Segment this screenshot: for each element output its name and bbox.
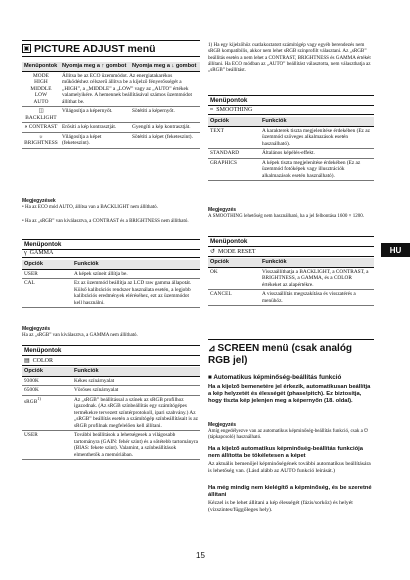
- table-row: [22, 431, 200, 460]
- mode-option: AUTO: [33, 98, 49, 105]
- page-number: 15: [196, 551, 205, 560]
- row-up: Világosítja a képet (feketeszint).: [60, 132, 130, 148]
- mode-option: MIDDLE: [30, 85, 52, 92]
- color-menu-header: Menüpontok: [22, 345, 200, 356]
- col-funkcio: Funkciók: [72, 367, 200, 376]
- row-func: Kékes színárnyalat: [72, 376, 200, 386]
- row-opt: 6500K: [22, 386, 72, 396]
- row-opt: 9300K: [22, 376, 72, 386]
- color-table: [22, 367, 200, 460]
- row-opt: STANDARD: [208, 149, 260, 159]
- note1-item: • Ha az „sRGB” van kiválasztva, a CONTRAST és a BRIGHTNESS nem állítható.: [22, 219, 189, 224]
- row-func: Vöröses színárnyalat: [72, 386, 200, 396]
- table-row: [22, 376, 200, 386]
- brightness-icon: ☼: [38, 133, 44, 140]
- row-func: A képek tiszta megjelenítése érdekében (Ez az üzemmód fotóképek vagy illusztrációk alkalmazások esetén használható).: [260, 158, 374, 181]
- row-opt: USER: [22, 431, 72, 460]
- gamma-menu-name: γ GAMMA: [22, 249, 200, 258]
- smoothing-menu-name: ≈ SMOOTHING: [208, 106, 374, 115]
- col-menupont: Menüpontok: [22, 62, 60, 71]
- srgb-footnote: 1) Ha egy kijelzőhöz csatlakoztatott számítógép vagy egyéb berendezés nem sRGB kompatibilis, akkor nem lehet sRGB színprofilt választani. Az „sRGB” beállítás esetén a nem lehet a CONTRAST, BRIGHTNESS és GAMMA értékét állítani. Ha ECO módban az „AUTO” beállítást választotta, nem választhatja az „sRGB” beállítást.: [208, 42, 371, 74]
- auto2-title: Ha a kijelző automatikus képminőség-beállítás funkciója nem állította be tökéletesen a képet: [208, 446, 363, 460]
- row-func: Általános képélés-effekt.: [260, 149, 374, 159]
- picture-adjust-table: [22, 62, 200, 149]
- table-row: [22, 71, 200, 107]
- picture-adjust-title: PICTURE ADJUST menü: [34, 42, 156, 55]
- reset-menu-header: Menüpontok: [208, 236, 374, 247]
- square-bullet-icon: ■: [208, 374, 212, 381]
- row-func: Az „sRGB” beállítással a színek az sRGB profilhoz igazodnak. (Az sRGB színbeállítás egy számítógépes termékekre tervezett színtérprotokoll, ipari szabvány.) Az „sRGB” beállítás esetén a számítógép színbeállításait is az sRGB profilnak megfelelően kell állítani.: [74, 396, 198, 429]
- row-down: Gyengíti a kép kontrasztját.: [130, 123, 200, 133]
- table-row: [208, 290, 374, 306]
- picture-adjust-icon: ▣: [23, 45, 30, 52]
- row-func: A karakterek tiszta megjelenítése érdekében (Ez az üzemmód szöveges alkalmazások esetén használható).: [260, 126, 374, 149]
- auto-function-title: ■ Automatikus képminőség-beállítás funkció: [208, 374, 342, 381]
- col-up: Nyomja meg a ↑ gombot: [60, 62, 130, 71]
- language-tab: HU: [381, 243, 410, 257]
- picture-adjust-heading: [22, 40, 200, 57]
- row-opt: sRGB: [24, 398, 38, 405]
- row-down: Sötétíti a képet (feketeszint).: [130, 132, 200, 148]
- row-opt: CAL: [22, 279, 72, 308]
- reset-icon: ↺: [210, 249, 216, 255]
- gamma-icon: γ: [24, 250, 27, 256]
- col-funkcio: Funkciók: [260, 258, 374, 267]
- mode-option: HIGH: [34, 79, 48, 86]
- table-row: sRGB$^{1)}$ Az „sRGB” beállítással a színek az sRGB profilhoz igazodnak. (Az sRGB színbeállítás egy számítógépes termékekre tervezett színtérprotokoll, ipari szabvány.) Az „sRGB” beállítás esetén a számítógép színbeállításait is az sRGB profilnak megfelelően kell állítani.: [24, 395, 198, 429]
- row-opt: OK: [208, 267, 260, 290]
- row-opt: USER: [22, 269, 72, 279]
- note1-item: • Ha az ECO mód AUTO, állítsa van a BACKLIGHT nem állítható.: [22, 205, 158, 210]
- col-opcio: Opciók: [208, 258, 260, 267]
- note4-title: Megjegyzés: [208, 422, 237, 428]
- row-opt: TEXT: [208, 126, 260, 149]
- color-icon: ▤: [24, 358, 30, 364]
- table-row: [208, 126, 374, 149]
- row-func: Ez az üzemmód beállítja az LCD raw gamma állapotát. Külső kalibrációs rendszer használata esetén, a legjobb kalibrációs eredmények eléréséhez, ezt az üzemmódot kell használni.: [72, 279, 200, 308]
- row-func: További beállítások a lehetségesek a világosabb tartományra (GAIN: fehér szint) és a sötétebb tartományra (BIAS: fekete szint). Valamint, a színbeállítások elmenthetők a memóriában.: [74, 432, 198, 458]
- more-title: Ha még mindig nem kielégítő a képminőség, és be szeretné állítani: [208, 485, 372, 499]
- note3-title: Megjegyzés: [208, 207, 237, 213]
- table-row: [22, 269, 200, 279]
- col-opcio: Opciók: [208, 117, 260, 126]
- table-row: [208, 267, 374, 290]
- row-func: A visszaállítás megszakítása és visszatérés a menühöz.: [260, 290, 374, 306]
- gamma-menu-header: Menüpontok: [22, 239, 200, 250]
- col-funkcio: Funkciók: [260, 117, 374, 126]
- table-row: [208, 158, 374, 181]
- color-menu-name: ▤ COLOR: [22, 356, 200, 366]
- backlight-icon: ◫: [38, 108, 44, 115]
- reset-menu-name: ↺ MODE RESET: [208, 247, 374, 257]
- table-row: [208, 149, 374, 159]
- note1-title: Megjegyzések: [22, 198, 56, 204]
- row-name: CONTRAST: [28, 124, 58, 131]
- row-name: BACKLIGHT: [25, 114, 57, 121]
- gamma-table: [22, 260, 200, 308]
- mode-name: MODE: [33, 72, 49, 79]
- screen-icon: ⊿: [208, 343, 216, 353]
- row-opt: GRAPHICS: [208, 158, 260, 181]
- note4-text: Amíg engedélyezve van az automatikus képminőség-beállítás funkció, csak a ⏻ (tápkapcsoló) használható.: [208, 429, 369, 441]
- note2-title: Megjegyzés: [22, 326, 51, 332]
- table-row: [22, 123, 200, 133]
- screen-menu-heading: ⊿ SCREEN menü (csak analóg RGB jel): [208, 339, 374, 367]
- auto-function-desc: Ha a kijelző bemenetére jel érkezik, automatikusan beállítja a kép helyzetét és élességét (phase/pitch). Ez biztosítja, hogy tiszta kép jelenjen meg a képernyőn (18. oldal).: [208, 384, 371, 405]
- row-opt: CANCEL: [208, 290, 260, 306]
- col-funkcio: Funkciók: [72, 260, 200, 269]
- col-opcio: Opciók: [22, 367, 72, 376]
- row-down: Sötétíti a képernyőt.: [130, 107, 200, 123]
- note2-text: Ha az „sRGB” van kiválasztva, a GAMMA nem állítható.: [22, 333, 138, 338]
- row-name: BRIGHTNESS: [24, 140, 58, 147]
- smoothing-table: [208, 117, 374, 181]
- mode-desc: Állítsa be az ECO üzemmódot. Az energiatakarékos működéshez célszerű állítva be a kijelző fényerősségét a „HIGH”, a „MIDDLE” a „LOW” vagy az „AUTO” értékek valamelyikére. A hemennek beállításával számos üzemmódot állíthat be.: [60, 71, 200, 107]
- table-row: [22, 132, 200, 148]
- mode-option: LOW: [34, 92, 48, 99]
- note3-text: A SMOOTHING lehetőség nem használható, ha a jel felbontása 1600 × 1200.: [208, 214, 364, 219]
- row-func: Visszaállíthatja a BACKLIGHT, a CONTRAST, a BRIGHTNESS, a GAMMA, és a COLOR értékeket az alapértékre.: [260, 267, 374, 290]
- reset-table: [208, 258, 374, 306]
- row-up: Erősíti a kép kontrasztját.: [60, 123, 130, 133]
- row-up: Világosítja a képernyőt.: [60, 107, 130, 123]
- col-opcio: Opciók: [22, 260, 72, 269]
- table-row: [22, 386, 200, 396]
- col-down: Nyomja meg a ↓ gombot: [130, 62, 200, 71]
- contrast-icon: ◑: [24, 124, 28, 131]
- table-row: [22, 279, 200, 308]
- table-row: [22, 107, 200, 123]
- auto2-text: Az aktuális bemenőjel képminőségének további automatikus beállítására is lehetőség van. (Lásd alább az AUTO funkció leírását.): [208, 461, 371, 474]
- more-text: Kézzel is be lehet állítani a kép élességét (fázis/sorköz) és helyét (vízszintes/függőleges hely).: [208, 500, 353, 513]
- smoothing-icon: ≈: [210, 107, 214, 113]
- row-func: A képek színeit állítja be.: [72, 269, 200, 279]
- smoothing-menu-header: Menüpontok: [208, 95, 374, 106]
